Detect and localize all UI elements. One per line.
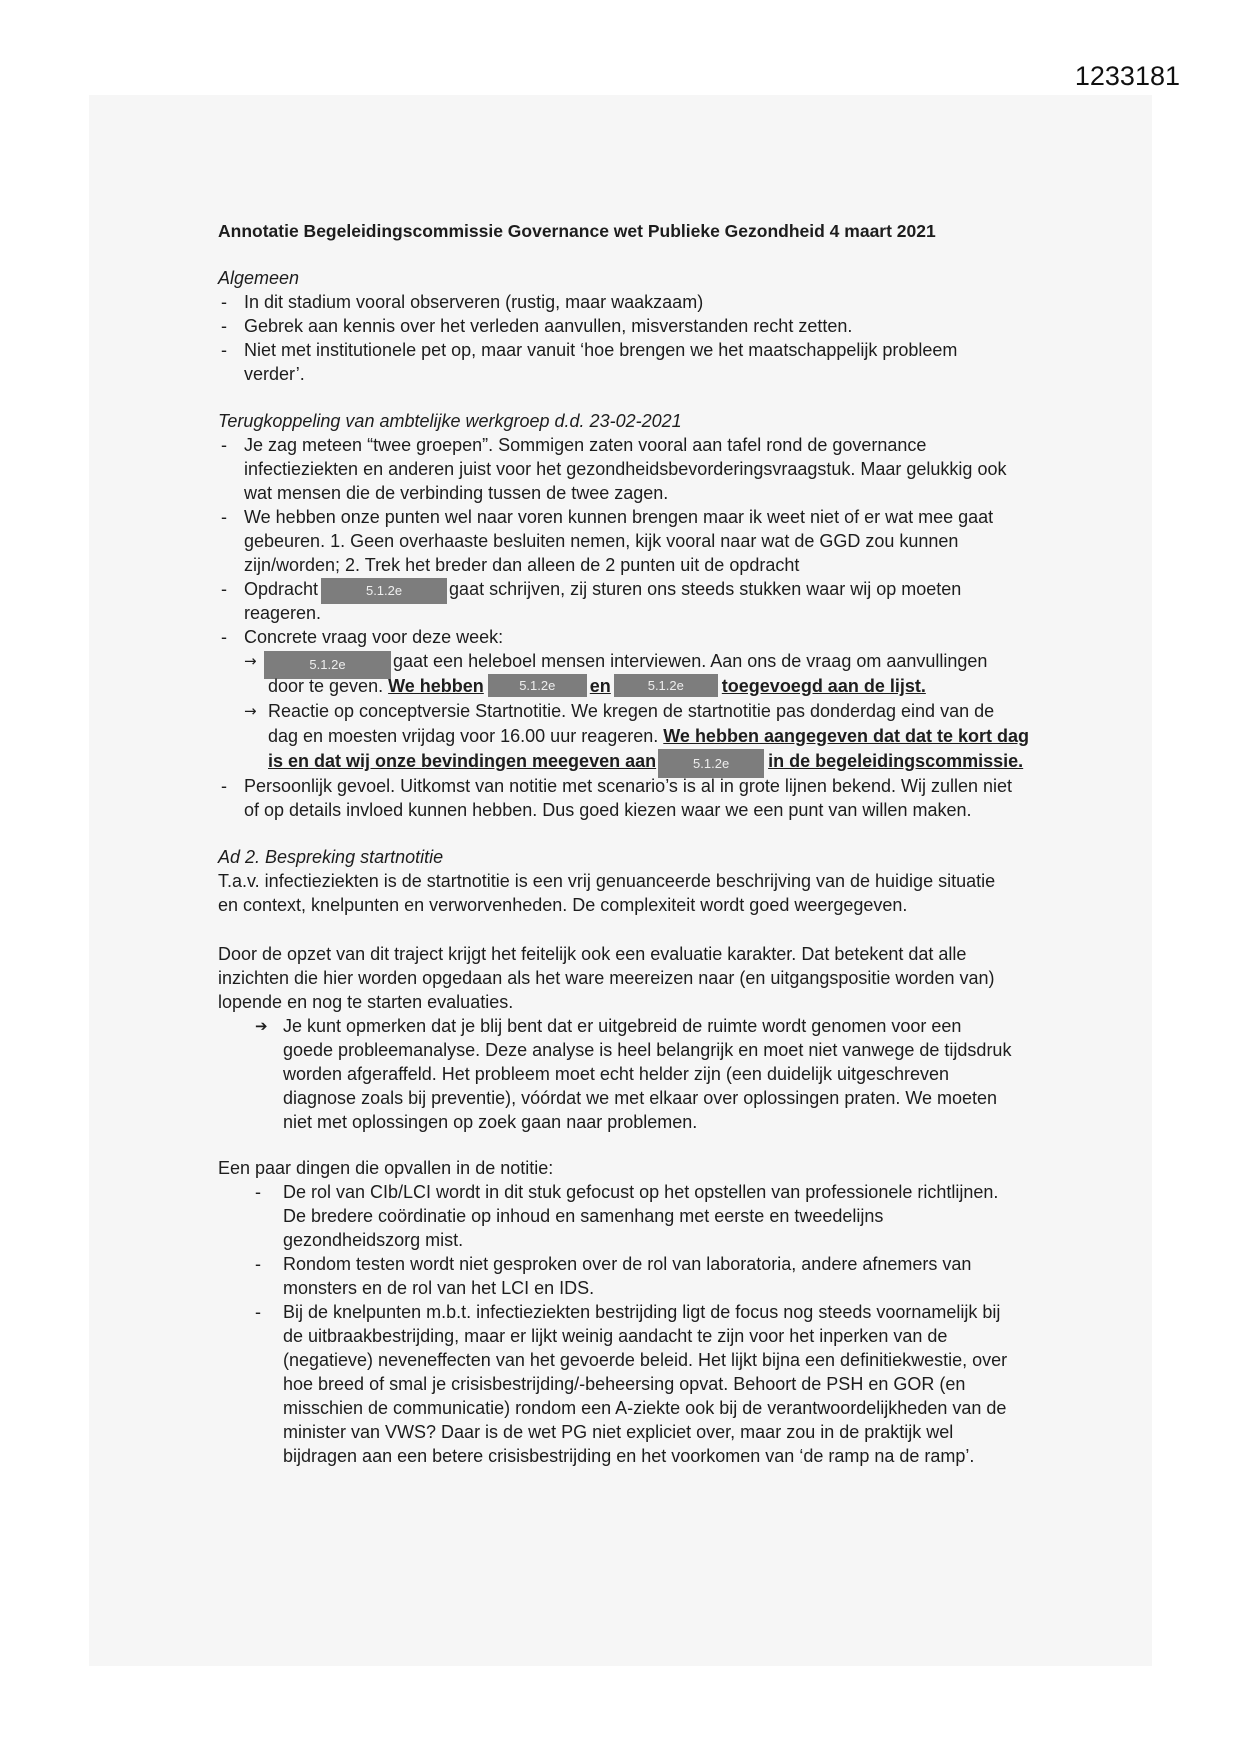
text-line: verder’. [244, 364, 305, 384]
text-segment: gaat een heleboel mensen interviewen. Aan ons de vraag om aanvullingen [393, 651, 988, 671]
bold-underlined-text: We hebben aangegeven dat dat te kort dag [663, 726, 1030, 746]
section-opvallend [218, 1156, 1007, 1468]
bold-underlined-text: is en dat wij onze bevindingen meegeven aan [268, 751, 657, 771]
text-line: goede probleemanalyse. Deze analyse is heel belangrijk en moet niet vanwege de tijdsdruk [283, 1040, 1012, 1060]
bold-underlined-text: en [589, 676, 611, 696]
section-terugkoppeling [218, 409, 1029, 822]
text-line: diagnose zoals bij preventie), vóórdat we met elkaar over oplossingen praten. We moeten [283, 1088, 998, 1108]
text-line: In dit stadium vooral observeren (rustig, maar waakzaam) [244, 292, 704, 312]
text-line: Gebrek aan kennis over het verleden aanvullen, misverstanden recht zetten. [244, 316, 853, 336]
text-line: Door de opzet van dit traject krijgt het feitelijk ook een evaluatie karakter. Dat betekent dat alle [218, 944, 967, 964]
text-line: reageren. [244, 603, 322, 623]
text-line: en context, knelpunten en verworvenheden. De complexiteit wordt goed weergegeven. [218, 895, 908, 915]
list-item [218, 505, 1029, 577]
section-opzet [218, 942, 1011, 1134]
list-item [218, 1252, 1007, 1300]
section-heading: Terugkoppeling van ambtelijke werkgroep d.d. 23-02-2021 [218, 411, 682, 431]
list-item [218, 1180, 1007, 1252]
text-line: Rondom testen wordt niet gesproken over de rol van laboratoria, andere afnemers van [283, 1254, 972, 1274]
list-item-persoonlijk [218, 774, 1029, 822]
arrow-point [218, 1014, 1011, 1134]
text-line: Persoonlijk gevoel. Uitkomst van notitie met scenario’s is al in grote lijnen bekend. Wij zullen niet [244, 776, 1013, 796]
text-line: lopende en nog te starten evaluaties. [218, 992, 514, 1012]
text-line: Bij de knelpunten m.b.t. infectieziekten bestrijding ligt de focus nog steeds voornamelijk bij [283, 1302, 1001, 1322]
sub-item-interviews [218, 649, 1029, 699]
text-line: T.a.v. infectieziekten is de startnotitie is een vrij genuanceerde beschrijving van de huidige situatie [218, 871, 996, 891]
text-segment: door te geven. [268, 676, 384, 696]
redaction-box: 5.1.2e [658, 749, 764, 778]
text-line: minister van VWS? Daar is de wet PG niet expliciet over, maar zou in de praktijk wel [283, 1422, 954, 1442]
list-item-concrete-vraag [218, 625, 1029, 649]
text-segment: Opdracht [244, 579, 319, 599]
text-line: Reactie op conceptversie Startnotitie. We kregen de startnotitie pas donderdag eind van de [268, 701, 995, 721]
section-bespreking [218, 845, 995, 917]
text-line: hoe breed of smal je crisisbestrijding/-beheersing opvat. Behoort de PSH en GOR (en [283, 1374, 966, 1394]
text-line: inzichten die hier worden opgedaan als het ware meereizen naar (en uitgangspositie worden van) [218, 968, 995, 988]
redaction-box: 5.1.2e [614, 674, 718, 697]
redaction-box: 5.1.2e [264, 651, 391, 679]
bullet-dash: - [255, 1254, 261, 1274]
bullet-dash: - [255, 1182, 261, 1202]
text-line: (negatieve) neveneffecten van het gevoerde beleid. Het lijkt bijna een definitiekwestie, over [283, 1350, 1008, 1370]
list-item [218, 314, 957, 338]
text-line: worden afgeraffeld. Het probleem moet echt helder zijn (een duidelijk uitgeschreven [283, 1064, 950, 1084]
section-heading: Ad 2. Bespreking startnotitie [218, 847, 444, 867]
document-number: 1233181 [1074, 61, 1180, 91]
text-line: monsters en de rol van het LCI en IDS. [283, 1278, 595, 1298]
bullet-dash: - [221, 435, 227, 455]
arrow-icon: → [244, 652, 257, 670]
bullet-dash: - [221, 316, 227, 336]
text-line [268, 749, 1029, 774]
text-line [244, 577, 1029, 601]
text-line: De bredere coördinatie op inhoud en samenhang met eerste en tweedelijns [283, 1206, 884, 1226]
text-segment: gaat schrijven, zij sturen ons steeds stukken waar wij op moeten [449, 579, 962, 599]
list-item [218, 290, 957, 314]
text-line: Je zag meteen “twee groepen”. Sommigen zaten vooral aan tafel rond de governance [244, 435, 927, 455]
list-item [218, 433, 1029, 505]
text-segment: dag en moesten vrijdag voor 16.00 uur reageren. [268, 726, 659, 746]
bullet-dash: - [221, 340, 227, 360]
bullet-dash: - [221, 627, 227, 647]
text-line: We hebben onze punten wel naar voren kunnen brengen maar ik weet niet of er wat mee gaat [244, 507, 994, 527]
bullet-dash: - [221, 776, 227, 796]
text-line: gebeuren. 1. Geen overhaaste besluiten nemen, kijk vooral naar wat de GGD zou kunnen [244, 531, 959, 551]
redaction-box: 5.1.2e [488, 674, 587, 697]
text-line: De rol van CIb/LCI wordt in dit stuk gefocust op het opstellen van professionele richtlijnen. [283, 1182, 999, 1202]
text-line: Je kunt opmerken dat je blij bent dat er uitgebreid de ruimte wordt genomen voor een [283, 1016, 962, 1036]
bullet-dash: - [255, 1302, 261, 1322]
text-line: wat mensen die de verbinding tussen de twee zagen. [244, 483, 669, 503]
text-line [268, 674, 1029, 699]
text-line: niet met oplossingen op zoek gaan naar problemen. [283, 1112, 698, 1132]
section-heading: Algemeen [218, 268, 300, 288]
document-title: Annotatie Begeleidingscommissie Governance wet Publieke Gezondheid 4 maart 2021 [218, 221, 936, 241]
bullet-dash: - [221, 292, 227, 312]
bold-underlined-text: We hebben [388, 676, 484, 696]
text-line [268, 649, 1029, 674]
list-item [218, 338, 957, 386]
sub-item-reactie [218, 699, 1029, 774]
text-line: de uitbraakbestrijding, maar er lijkt weinig aandacht te zijn voor het inperken van de [283, 1326, 948, 1346]
bold-underlined-text: in de begeleidingscommissie. [768, 751, 1024, 771]
list-item [218, 1300, 1007, 1468]
section-algemeen [218, 266, 957, 386]
text-line: bijdragen aan een betere crisisbestrijding en het voorkomen van ‘de ramp na de ramp’. [283, 1446, 975, 1466]
redaction-box: 5.1.2e [321, 578, 447, 604]
heavy-arrow-icon: ➔ [255, 1017, 268, 1035]
text-line: zijn/worden; 2. Trek het breder dan alleen de 2 punten uit de opdracht [244, 555, 800, 575]
text-line: Concrete vraag voor deze week: [244, 627, 504, 647]
arrow-icon: → [244, 702, 257, 720]
text-line: Niet met institutionele pet op, maar vanuit ‘hoe brengen we het maatschappelijk probleem [244, 340, 958, 360]
text-line: gezondheidszorg mist. [283, 1230, 464, 1250]
bullet-dash: - [221, 507, 227, 527]
text-line: Een paar dingen die opvallen in de notitie: [218, 1158, 554, 1178]
text-line: misschien de communicatie) rondom een A-ziekte ook bij de verantwoordelijkheden van de [283, 1398, 1007, 1418]
text-line: infectieziekten en anderen juist voor het gezondheidsbevorderingsvraagstuk. Maar gelukkig ook [244, 459, 1007, 479]
list-item-opdracht [218, 577, 1029, 625]
bullet-dash: - [221, 579, 227, 599]
text-line: of op details invloed kunnen hebben. Dus goed kiezen waar we een punt van willen maken. [244, 800, 972, 820]
text-line [268, 724, 1029, 749]
bold-underlined-text: toegevoegd aan de lijst. [721, 676, 926, 696]
